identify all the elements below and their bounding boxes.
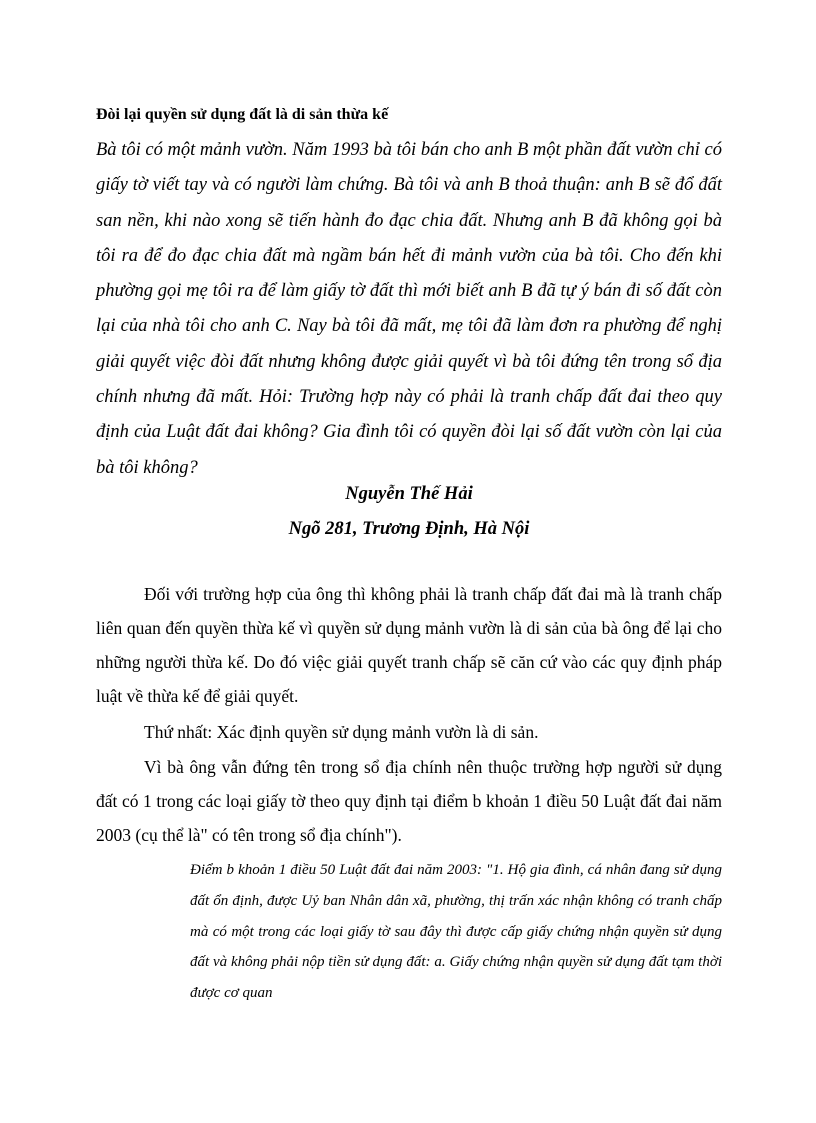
answer-paragraph: Đối với trường hợp của ông thì không phải là tranh chấp đất đai mà là tranh chấp liên quan đến quyền thừa kế vì quyền sử dụng mảnh vườn là di sản của bà ông để lại cho những người thừa kế. Do đó việc giải quyết tranh chấp sẽ căn cứ vào các quy định pháp luật về thừa kế để giải quyết. [96, 584, 722, 706]
answer-paragraph: Vì bà ông vẫn đứng tên trong sổ địa chính nên thuộc trường hợp người sử dụng đất có 1 trong các loại giấy tờ theo quy định tại điểm b khoản 1 điều 50 Luật đất đai năm 2003 (cụ thể là" có tên trong sổ địa chính"). [96, 757, 722, 845]
law-citation: Điểm b khoản 1 điều 50 Luật đất đai năm 2003: "1. Hộ gia đình, cá nhân đang sử dụng đất ổn định, được Uỷ ban Nhân dân xã, phường, thị trấn xác nhận không có tranh chấp mà có một trong các loại giấy tờ sau đây thì được cấp giấy chứng nhận quyền sử dụng đất và không phải nộp tiền sử dụng đất: a. Giấy chứng nhận quyền sử dụng đất tạm thời được cơ quan [190, 862, 722, 1002]
author-name: Nguyễn Thế Hải [345, 484, 473, 504]
question-text: Bà tôi có một mảnh vườn. Năm 1993 bà tôi bán cho anh B một phần đất vườn chỉ có giấy tờ viết tay và có người làm chứng. Bà tôi và anh B thoả thuận: anh B sẽ đổ đất san nền, khi nào xong sẽ tiến hành đo đạc chia đất. Nhưng anh B đã không gọi bà tôi ra để đo đạc chia đất mà ngầm bán hết đi mảnh vườn của bà tôi. Cho đến khi phường gọi mẹ tôi ra để làm giấy tờ đất thì mới biết anh B đã tự ý bán đi số đất còn lại của nhà tôi cho anh C. Nay bà tôi đã mất, mẹ tôi đã làm đơn ra phường để nghị giải quyết việc đòi đất nhưng không được giải quyết vì bà tôi đứng tên trong sổ địa chính nhưng đã mất. Hỏi: Trường hợp này có phải là tranh chấp đất đai theo quy định của Luật đất đai không? Gia đình tôi có quyền đòi lại số đất vườn còn lại của bà tôi không? [96, 140, 722, 478]
document-title: Đòi lại quyền sử dụng đất là di sản thừa kế [96, 106, 389, 123]
author-address: Ngõ 281, Trương Định, Hà Nội [288, 519, 530, 539]
answer-paragraph: Thứ nhất: Xác định quyền sử dụng mảnh vườn là di sản. [144, 722, 539, 742]
